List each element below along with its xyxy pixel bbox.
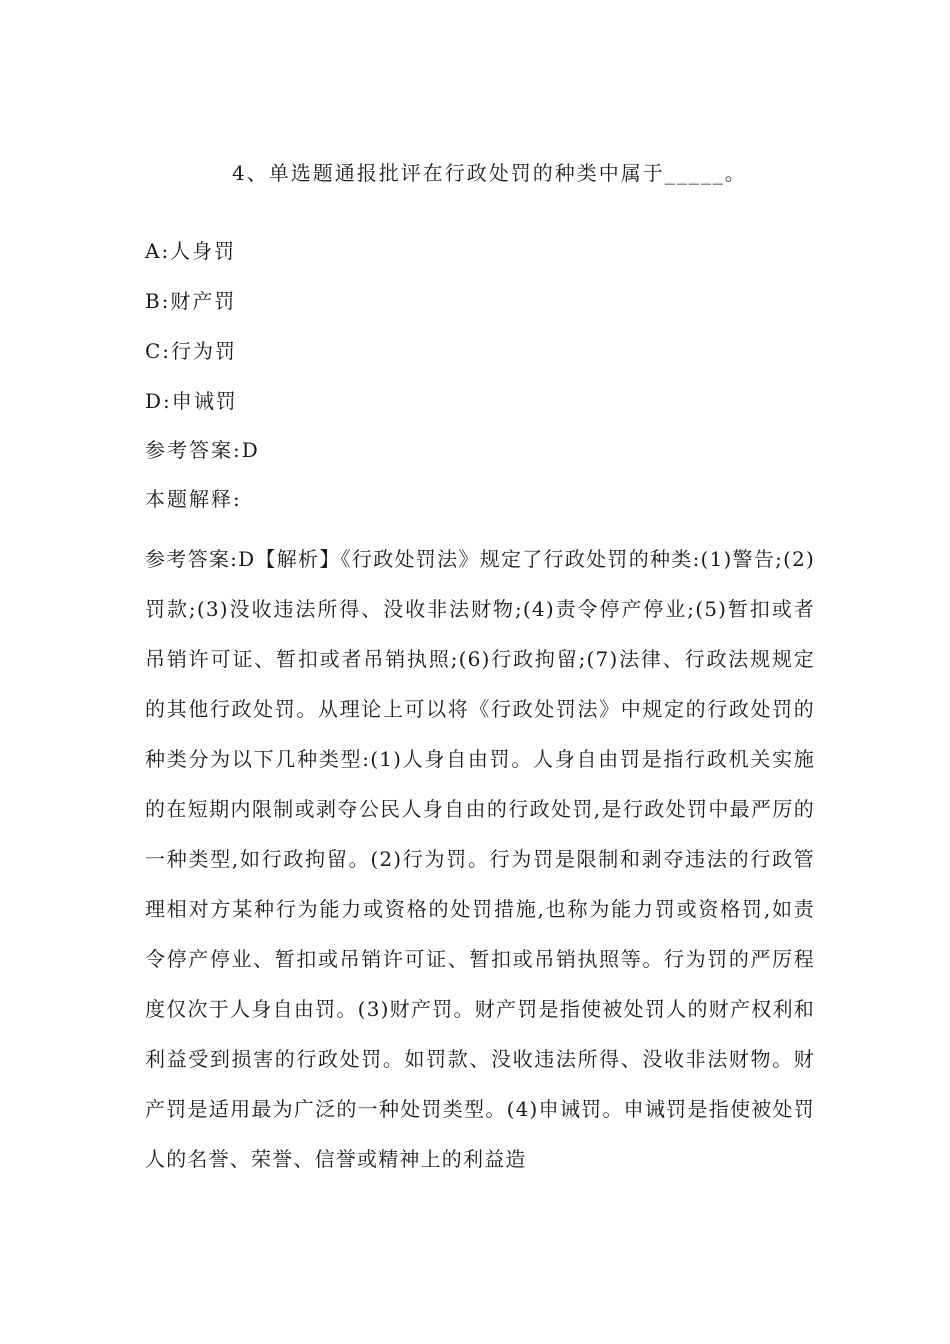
question-text: 4、单选题通报批评在行政处罚的种类中属于_____。 [232,161,747,185]
option-c: C:行为罚 [145,339,238,363]
explanation-heading: 本题解释: [145,487,242,511]
explanation-body: 参考答案:D【解析】《行政处罚法》规定了行政处罚的种类:(1)警告;(2)罚款;(3)没收违法所得、没收非法财物;(4)责令停产停业;(5)暂扣或者吊销许可证、暂扣或者吊销执照;(6)行政拘留;(7)法律、行政法规规定的其他行政处罚。从理论上可以将《行政处罚法》中规定的行政处罚的种类分为以下几种类型:(1)人身自由罚。人身自由罚是指行政机关实施的在短期内限制或剥夺公民人身自由的行政处罚,是行政处罚中最严厉的一种类型,如行政拘留。(2)行为罚。行为罚是限制和剥夺违法的行政管理相对方某种行为能力或资格的处罚措施,也称为能力罚或资格罚,如责令停产停业、暂扣或吊销许可证、暂扣或吊销执照等。行为罚的严厉程度仅次于人身自由罚。(3)财产罚。财产罚是指使被处罚人的财产权利和利益受到损害的行政处罚。如罚款、没收违法所得、没收非法财物。财产罚是适用最为广泛的一种处罚类型。(4)申诫罚。申诫罚是指使被处罚人的名誉、荣誉、信誉或精神上的利益造 [145,547,815,1171]
option-b: B:财产罚 [145,289,237,313]
option-d: D:申诫罚 [145,389,238,413]
reference-answer: 参考答案:D [145,438,260,462]
option-a: A:人身罚 [145,239,237,263]
